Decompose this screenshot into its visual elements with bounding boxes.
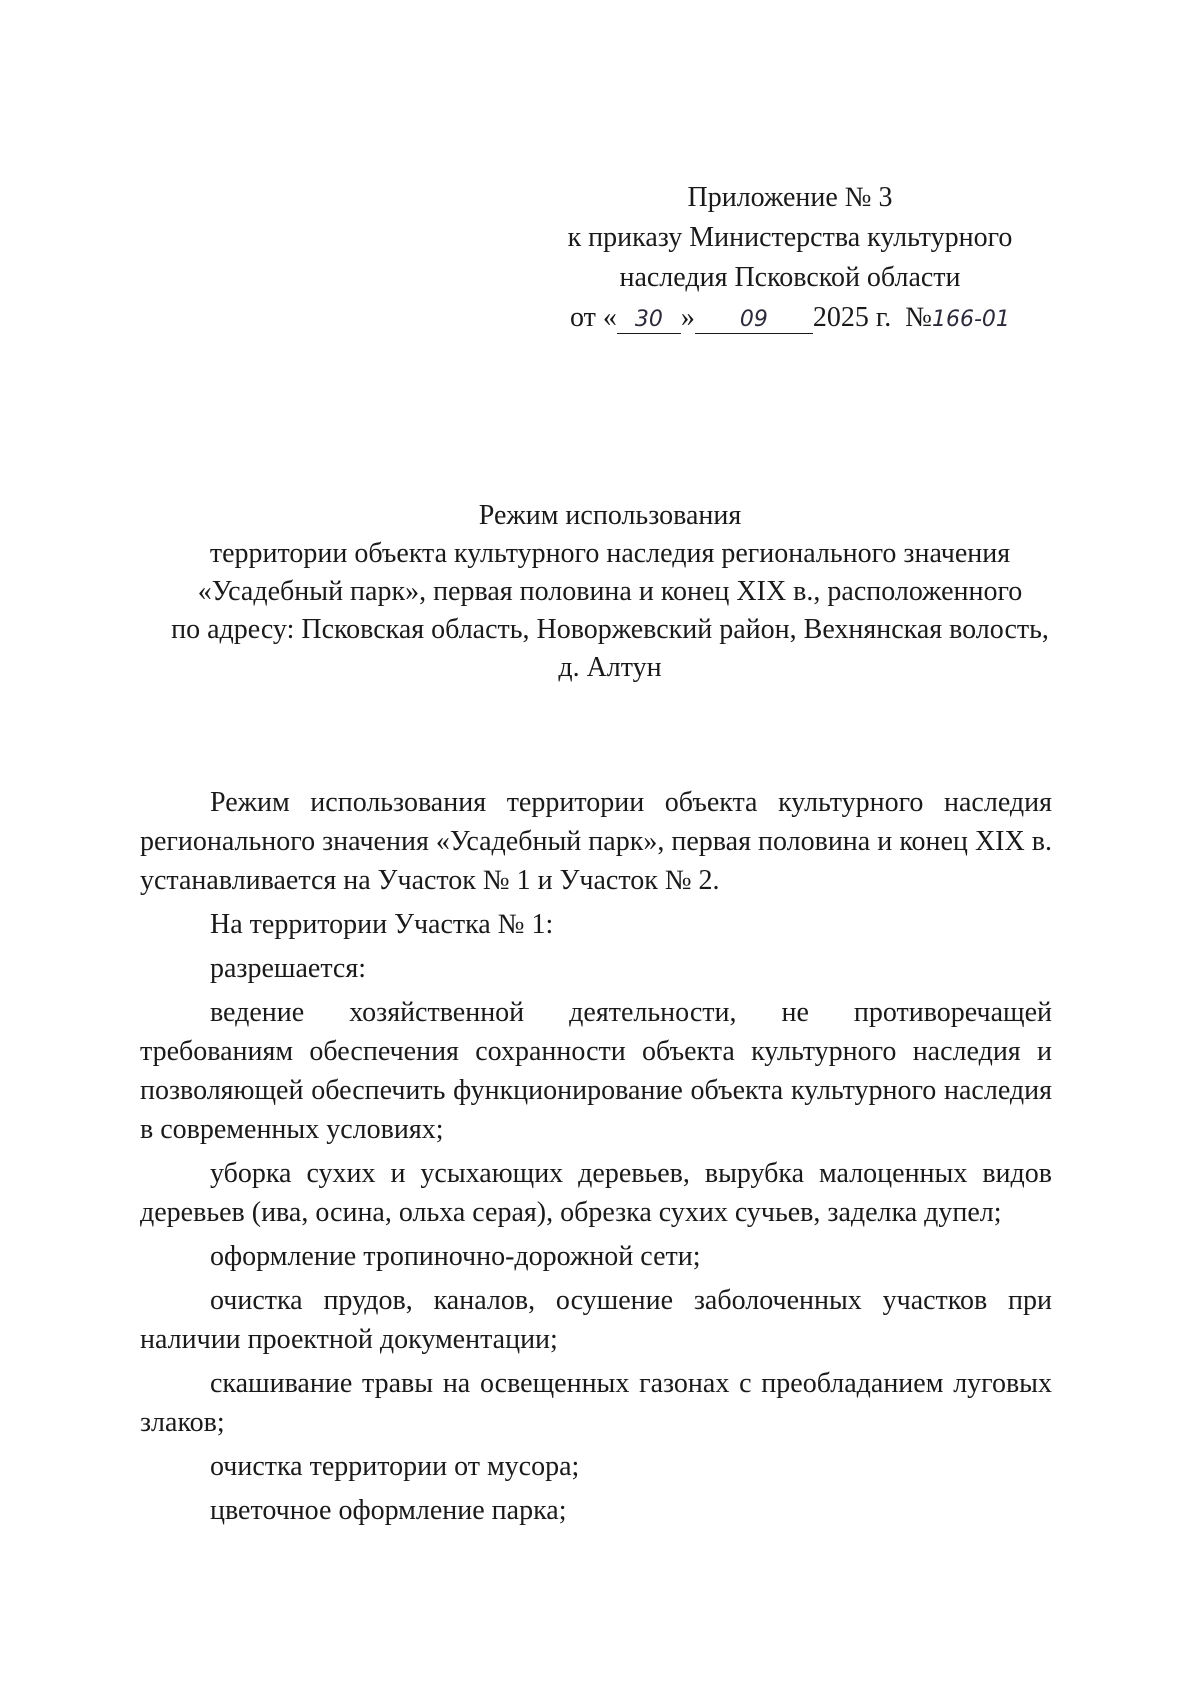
order-number-handwritten: 166-01 (931, 307, 1010, 332)
annex-header (560, 178, 1020, 338)
title-line-4: по адресу: Псковская область, Новоржевский район, Вехнянская волость, (171, 614, 1049, 645)
title-line-3: «Усадебный парк», первая половина и конец XIX в., расположенного (197, 576, 1023, 607)
paragraph-flower-design: цветочное оформление парка; (210, 1495, 567, 1526)
date-day-handwritten: 30 (617, 307, 681, 334)
title-line-5: д. Алтун (558, 652, 662, 683)
date-quote-close: » (680, 302, 695, 333)
paragraph-litter-cleaning: очистка территории от мусора; (210, 1451, 580, 1482)
annex-date-line (560, 298, 1020, 338)
date-prefix: от « (570, 302, 617, 333)
paragraph-pond-cleaning: очистка прудов, каналов, осушение заболоченных участков при наличии проектной документации; (140, 1285, 1052, 1355)
date-year: 2025 г. (812, 302, 892, 333)
number-prefix: № (905, 302, 932, 333)
annex-title: Приложение № 3 (687, 182, 893, 213)
paragraph-allowed-heading: разрешается: (210, 953, 366, 984)
paragraph-grass-mowing: скашивание травы на освещенных газонах с преобладанием луговых злаков; (140, 1368, 1052, 1438)
date-month-handwritten: 09 (695, 307, 813, 334)
annex-order-line-2: наследия Псковской области (619, 262, 961, 293)
title-line-1: Режим использования (478, 500, 742, 531)
paragraph-path-network: оформление тропиночно-дорожной сети; (210, 1241, 701, 1272)
paragraph-plot-1-heading: На территории Участка № 1: (210, 909, 554, 940)
document-title (140, 497, 1080, 687)
paragraph-intro: Режим использования территории объекта культурного наследия регионального значения «Усадебный парк», первая половина и конец XIX в. устанавливается на Участок № 1 и Участок № 2. (140, 787, 1052, 896)
title-line-2: территории объекта культурного наследия регионального значения (209, 538, 1011, 569)
paragraph-economic-activity: ведение хозяйственной деятельности, не противоречащей требованиям обеспечения сохранности объекта культурного наследия и позволяющей обеспечить функционирование объекта культурного наследия в современных условиях; (140, 997, 1052, 1145)
paragraph-tree-removal: уборка сухих и усыхающих деревьев, вырубка малоценных видов деревьев (ива, осина, ольха серая), обрезка сухих сучьев, заделка дупел; (140, 1158, 1052, 1228)
document-body (140, 783, 1052, 1535)
annex-order-line-1: к приказу Министерства культурного (567, 222, 1013, 253)
